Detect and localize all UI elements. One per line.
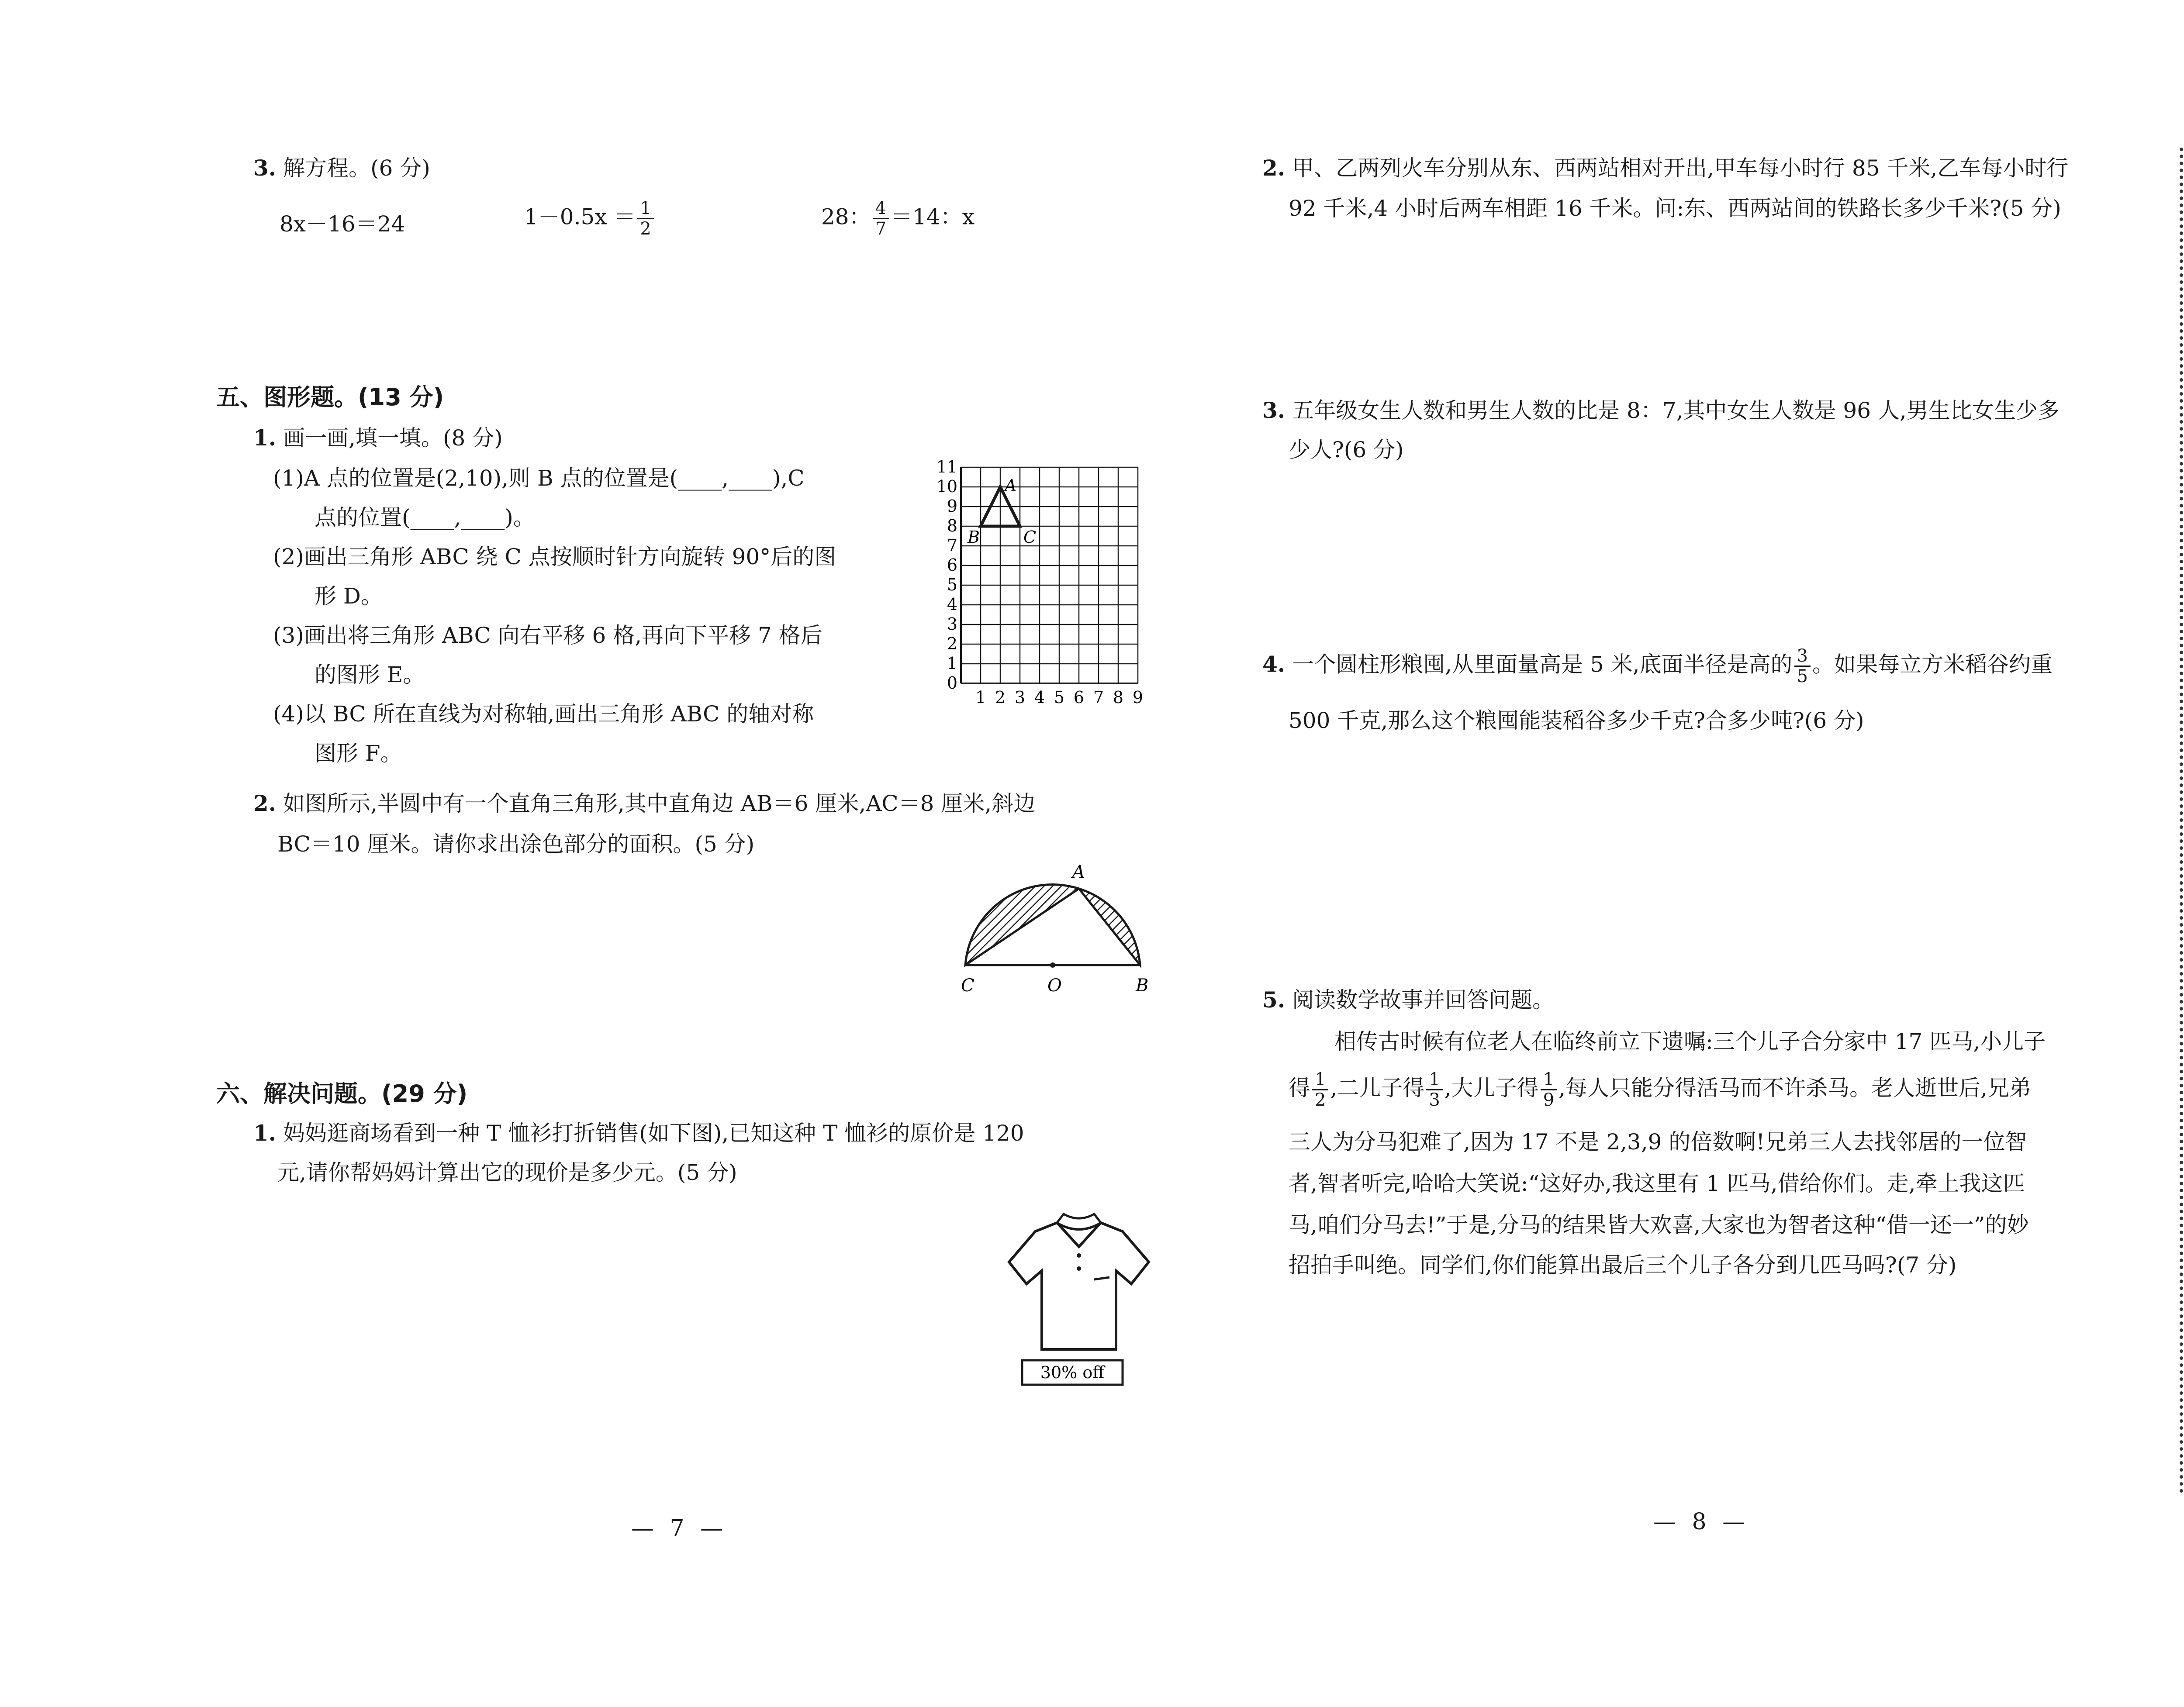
- story-line-4: 者,智者听完,哈哈大笑说:“这好办,我这里有 1 匹马,借给你们。走,牵上我这匹: [1289, 1171, 2025, 1196]
- question-5-2-line-1: 2. 如图所示,半圆中有一个直角三角形,其中直角边 AB＝6 厘米,AC＝8 厘米,斜边: [253, 790, 1036, 816]
- grid-y-labels: [936, 457, 957, 693]
- sub-item-3-line-1: (3)画出将三角形 ABC 向右平移 6 格,再向下平移 7 格后: [273, 623, 822, 648]
- story-line-2: 得 $\frac{1}{2}$ ,二儿子得 $\frac{1}{3}$ ,大儿子得 $\frac{1}{9}$ ,每人只能分得活马而不许杀马。老人逝世后,兄弟: [1289, 1069, 2031, 1110]
- sub-item-4-line-2: 图形 F。: [314, 741, 402, 766]
- label-b: B: [1136, 976, 1149, 996]
- grid-x-labels: [975, 688, 1143, 707]
- sub-item-3-line-2: 的图形 E。: [314, 662, 425, 687]
- question-4-line-1: 4. 一个圆柱形粮囤,从里面量高是 5 米,底面半径是高的 $\frac{3}{5}$ 。如果每立方米稻谷约重: [1262, 646, 2053, 686]
- question-5-title: 5. 阅读数学故事并回答问题。: [1262, 987, 1555, 1013]
- question-3-line-1: 3. 五年级女生人数和男生人数的比是 8：7,其中女生人数是 96 人,男生比女生少多: [1262, 397, 2060, 423]
- grid-y-tick-label: 4: [947, 595, 957, 614]
- section-6-title: 六、解决问题。(29 分): [216, 1080, 468, 1107]
- shaded-region-left: [965, 885, 1079, 965]
- grid-x-tick-label: 4: [1034, 688, 1045, 707]
- point-a-label: A: [1005, 476, 1017, 495]
- button-icon: [1077, 1253, 1081, 1258]
- grid-x-tick-label: 9: [1132, 688, 1144, 707]
- question-number: 3.: [253, 155, 276, 181]
- grid-y-tick-label: 1: [947, 654, 957, 673]
- point-c-label: C: [1023, 528, 1037, 547]
- story-line-3: 三人为分马犯难了,因为 17 不是 2,3,9 的倍数啊!兄弟三人去找邻居的一位智: [1289, 1129, 2027, 1155]
- shaded-region-right: [1079, 889, 1140, 965]
- equation-3: 28： $\frac{4}{7}$ ＝14：x: [821, 198, 975, 239]
- grid-x-tick-label: 7: [1093, 688, 1104, 707]
- point-b-label: B: [968, 528, 980, 547]
- grid-y-tick-label: 9: [947, 497, 957, 516]
- grid-y-tick-label: 10: [936, 477, 957, 496]
- fraction: $\frac{1}{2}$: [1312, 1070, 1328, 1110]
- sub-item-2-line-2: 形 D。: [314, 583, 383, 609]
- page-number-7: — 7 —: [631, 1515, 728, 1541]
- story-line-6: 招拍手叫绝。同学们,你们能算出最后三个儿子各分到几匹马吗?(7 分): [1289, 1252, 1957, 1278]
- page-8: [1179, 0, 2184, 1707]
- fraction: $\frac{3}{5}$: [1794, 646, 1811, 686]
- grid-y-tick-label: 2: [947, 634, 957, 653]
- story-line-5: 马,咱们分马去!”于是,分马的结果皆大欢喜,大家也为智者这种“借一还一”的妙: [1289, 1212, 2029, 1238]
- grid-y-tick-label: 0: [947, 673, 957, 693]
- binding-dotted-line: [2180, 148, 2183, 1493]
- fraction: $\frac{1}{9}$: [1541, 1070, 1557, 1110]
- button-icon: [1077, 1266, 1081, 1271]
- label-o: O: [1047, 976, 1062, 996]
- center-point-o: [1050, 962, 1055, 968]
- label-c: C: [961, 976, 975, 996]
- grid-x-tick-label: 8: [1113, 688, 1124, 707]
- grid-x-tick-label: 1: [975, 688, 986, 707]
- tshirt-illustration: [1000, 1205, 1158, 1389]
- fraction: $\frac{1}{3}$: [1426, 1070, 1442, 1110]
- grid-y-tick-label: 7: [947, 536, 957, 555]
- question-3: [253, 153, 430, 183]
- question-4-line-2: 500 千克,那么这个粮囤能装稻谷多少千克?合多少吨?(6 分): [1289, 708, 1864, 733]
- grid-y-tick-label: 11: [936, 457, 957, 476]
- question-6-1-line-1: 1. 妈妈逛商场看到一种 T 恤衫打折销售(如下图),已知这种 T 恤衫的原价是 120: [253, 1120, 1024, 1146]
- semicircle-figure: [961, 862, 1153, 996]
- grid-x-tick-label: 3: [1014, 688, 1026, 707]
- discount-label: 30% off: [1040, 1363, 1105, 1382]
- grid-x-tick-label: 5: [1054, 688, 1065, 707]
- question-text: 解方程。(6 分): [283, 155, 430, 181]
- question-2-line-2: 92 千米,4 小时后两车相距 16 千米。问:东、西两站间的铁路长多少千米?(5 分): [1289, 196, 2061, 221]
- grid-lines: [961, 467, 1138, 683]
- sub-item-4-line-1: (4)以 BC 所在直线为对称轴,画出三角形 ABC 的轴对称: [273, 701, 814, 727]
- coordinate-grid: [909, 457, 1153, 734]
- question-3-line-2: 少人?(6 分): [1289, 437, 1404, 462]
- grid-x-tick-label: 6: [1073, 688, 1085, 707]
- equation-1: 8x－16＝24: [280, 211, 405, 237]
- question-2-line-1: 2. 甲、乙两列火车分别从东、西两站相对开出,甲车每小时行 85 千米,乙车每小时行: [1262, 155, 2069, 181]
- question-6-1-line-2: 元,请你帮妈妈计算出它的现价是多少元。(5 分): [277, 1160, 737, 1185]
- grid-y-tick-label: 5: [947, 575, 957, 594]
- grid-y-tick-label: 3: [947, 614, 957, 634]
- sub-item-1-line-1: (1)A 点的位置是(2,10),则 B 点的位置是(____,____),C: [273, 466, 805, 491]
- fraction: $\frac{1}{2}$: [637, 199, 653, 238]
- section-5-title: 五、图形题。(13 分): [216, 383, 444, 411]
- equation-2: 1－0.5x ＝ $\frac{1}{2}$: [524, 199, 656, 238]
- label-a: A: [1072, 862, 1085, 882]
- sub-item-1-line-2: 点的位置(____,____)。: [314, 505, 535, 530]
- grid-y-tick-label: 8: [947, 516, 957, 535]
- sub-item-2-line-1: (2)画出三角形 ABC 绕 C 点按顺时针方向旋转 90°后的图: [273, 544, 836, 569]
- page-number-8: — 8 —: [1653, 1509, 1750, 1535]
- question-5-1: 1. 画一画,填一填。(8 分): [253, 425, 503, 451]
- grid-y-tick-label: 6: [947, 555, 957, 575]
- question-5-2-line-2: BC＝10 厘米。请你求出涂色部分的面积。(5 分): [277, 831, 755, 857]
- fraction: $\frac{4}{7}$: [873, 199, 889, 238]
- tshirt-icon: [1009, 1223, 1149, 1349]
- story-line-1: 相传古时候有位老人在临终前立下遗嘱:三个儿子合分家中 17 匹马,小儿子: [1334, 1029, 2046, 1054]
- collar-band-icon: [1057, 1214, 1101, 1229]
- grid-x-tick-label: 2: [995, 688, 1006, 707]
